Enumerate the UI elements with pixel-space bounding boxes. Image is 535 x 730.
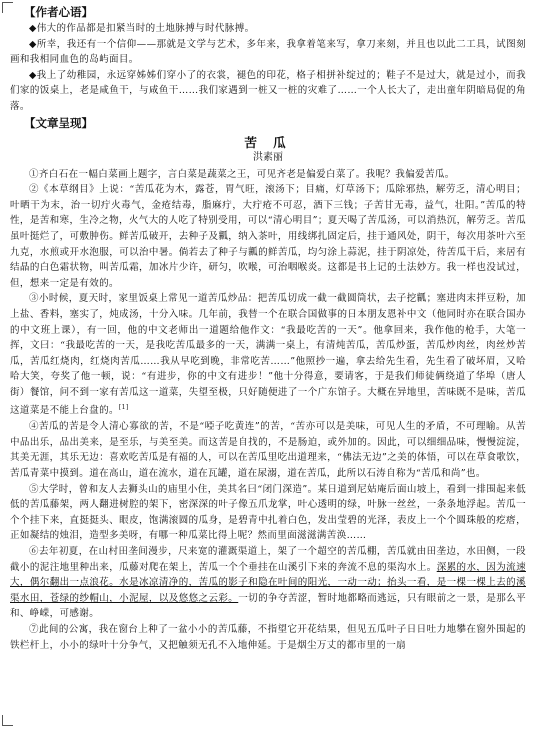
underlined-passage: 深累的水，因为流速大，偶尔翻出一点浪花。水是冰凉清净的，苦瓜的影子和隐在叶间的阳光，一动一动；抬头一看，是一棵一棵上去的溪渠水田，苍绿的纱帽山，小泥屋，以及悠悠之云彩。	[10, 561, 526, 604]
article-paragraph-6-tail: 一切的争夺苦涩，暂时地都略而逃远，只有眼前之一景，是那么平和、峥嵘，可感谢。	[10, 592, 527, 620]
article-paragraph-3-text: ③小时候，夏天时，家里饭桌上常见一道苦瓜炒品：把苦瓜切成一截一截圆筒状，去子挖瓤；塞进肉末拌豆粉，加上盐、香料，塞实了，炖成汤，十分入味。几年前，我替一个在联合国做事的日本朋友恩补中文（他同时亦在联合国办的中文班上课），有一回，他的中文老师出一道题给他作文：“我最吃苦的一天”。他拿回来，我作他的枪手，大笔一挥，文曰：“我最吃苦的一天，是我吃苦瓜最多的一天，满满一桌上，有清炖苦瓜，苦瓜炒蛋，苦瓜炒肉丝，肉丝炒苦瓜，苦瓜红烧肉，红烧肉苦瓜……我从早吃到晚，非常吃苦……”他照抄一遍，拿去给先生看，先生看了破坏眉，又哈哈大笑，夸奖了他一顿，说：“有进步，你的中文有进步！”他十分得意，要请客，于是我们师徒俩绕道了华埠（唐人街）餐馆，问不到一家有苦瓜这一道菜，失望至极，只好随便进了一个广东馆子。大概在异地里，苦味既不是味，苦瓜这道菜是不能上台盘的。	[10, 293, 526, 417]
article-paragraph-3	[10, 291, 526, 419]
article-paragraph-1: ①齐白石在一幅白菜画上题字，言白菜是蔬菜之王，可见齐老是偏爱白菜了。我呢？我偏爱苦瓜。	[29, 168, 455, 180]
article-paragraph-2: ②《本草纲目》上说：“苦瓜花为木，露苍，胃气旺，滚汤下；目痛，灯草汤下；瓜除邪热，解劳乏，清心明目；叶晒干为末，治一切疔火毒气，金疮结毒，脂麻疔，大疔疮不可忍，酒下三钱；子苦甘无毒，益气，壮阳。”苦瓜的特性，是苦和寒，生冷之物，火气大的人吃了特别受用，可以“清心明目”；夏天喝了苦瓜汤，可以消热沉，解劳乏。苦瓜虽叶挺烂了，可敷肿伤。鲜苦瓜破开，去种子及瓤，纳入茶叶，用线绑扎固定后，挂于通风处，阴干，每次用茶叶六至九克，水煎或开水泡服，可以治中暑。倘若去了种子与瓤的鲜苦瓜，均匀涂上蒜泥，挂于阴凉处，待苦瓜干后，来居有结晶的白色霜状物，叫苦瓜霜，加冰片少许，研匀，吹喉，可治咽喉炎。这都是书上记的土法妙方。我一样也没试过，但，想来一定是有效的。	[10, 184, 526, 289]
article-paragraph-7: ⑦此间的公寓，我在窗台上种了一盆小小的苦瓜藤，不指望它开花结果，但见五瓜叶子日日吐力地攀在窗外围起的铁栏杆上，小小的绿叶十分争气，又把触须无孔不入地伸延。于是烟尘万丈的都市里的一扇	[10, 623, 526, 651]
article-author: 洪素丽	[253, 151, 283, 163]
article-paragraph-4: ④苦瓜的苦是令人清心寡欲的苦，不是“啞子吃黄连”的苦，“苦亦可以是美味，可见人生的矛盾，不可理喻。从苦中品出乐，品出美来，是至乐，与美至美。而这苦是自找的，不是肠迫，或外加的。因此，可以细细品味，慢慢淀淀，其美无涯，其乐无边：喜欢吃苦瓜是有福的人，可以在苦瓜里吃出道理来，“佛法无边”之美的体悟，可以在草食歌饮，苦瓜青菜中摸到。道在高山，道在流水，道在瓦罐，道在尿溺，道在苦瓜，此所以石涛自称为“苦瓜和尚”也。	[10, 421, 526, 479]
intro-paragraph-3: ◆我上了幼稚园，永远穿姊姊们穿小了的衣裳，褪色的印花，格子相拼补绽过的；鞋子不是过大，就是过小，而我们家的饭桌上，老是咸鱼干，与咸鱼干……我们家遇到一桩又一桩的灾难了……一个人长大了，走出童年阴暗局促的角落。	[10, 69, 526, 112]
article-paragraph-5: ⑤大学时，曾和友人去狮头山的庙里小住，美其名曰“闭门深造”。某日道到尼姑庵后面山坡上，看到一排围起来低低的苦瓜藤架，两人翻进树腔的架下，密深深的叶子像五爪龙掌，叶心透明的绿，叶脉一丝丝，一条条地浮起。苦瓜一个个挂下来，直挺挺头、眼皮，饱满滚圆的瓜身，是碧青中扎着白色，发出莹碧的光泽，表皮上一个个圆珠般的疙瘩，正如凝结的烛泪，造型多美呀，有哪一种瓜菜比得上呢？然而里面滋滋满苦涣……	[10, 483, 526, 542]
section-heading-author-words: 【作者心语】	[24, 5, 93, 19]
footnote-reference: [1]	[118, 404, 129, 412]
section-heading-article: 【文章呈现】	[24, 115, 93, 130]
article-paragraph-6	[10, 544, 526, 622]
intro-paragraph-2: ◆所幸，我还有一个信仰——那就是文学与艺术，多年来，我拿着笔来写，拿刀来刻，并且也以此二工具，试图刻画和我相同血色的岛屿面目。	[10, 38, 526, 66]
article-paragraph-6-text: ⑥去年初夏，在山村田垄间漫步，尺来宽的灌溉渠道上，架了一个超空的苦瓜棚，苦瓜就由田垄边，水田侧，一段截小的泥注地里种出来，瓜藤对爬在架上，苦瓜一个个垂挂在山溪引下来的奔流不息的渠沟水上。	[10, 545, 526, 573]
intro-paragraph-1: ◆伟大的作品都是扣紧当时的土地脉搏与时代脉搏。	[29, 23, 255, 34]
document-body	[10, 4, 526, 653]
article-title: 苦 瓜	[244, 134, 292, 150]
crop-mark-bottom-left	[2, 715, 13, 726]
